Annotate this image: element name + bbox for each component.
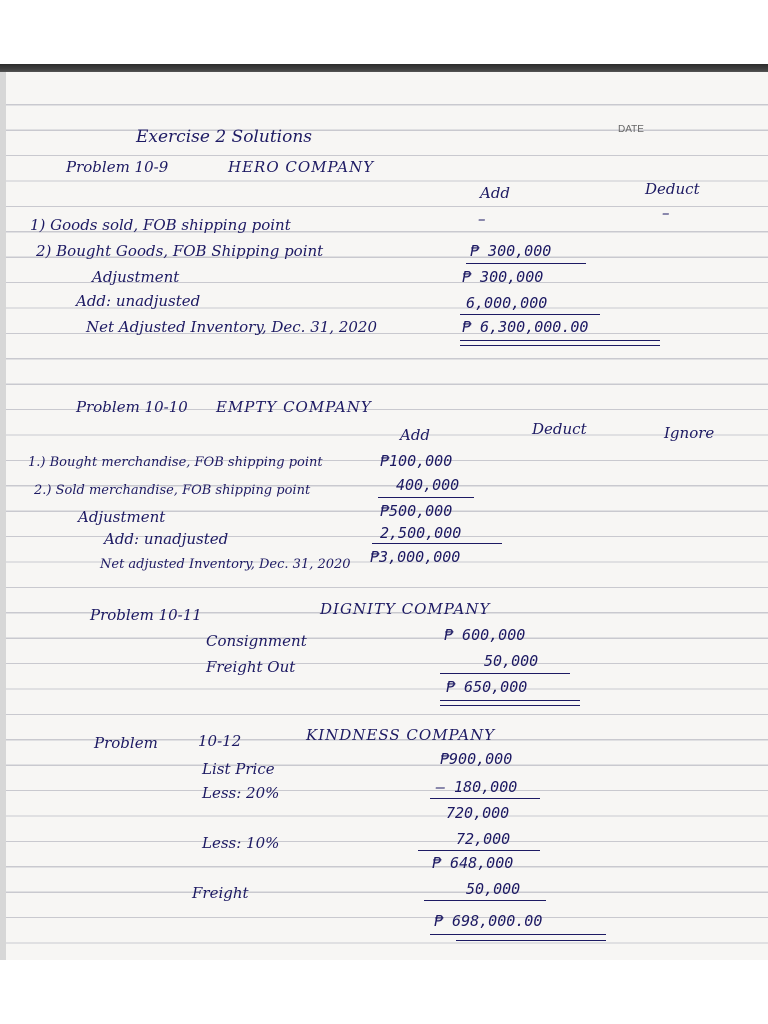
p10-underline-1 [378,497,474,498]
p9-row-2-label: 2) Bought Goods, FOB Shipping point [36,242,324,260]
p9-row-5-value: ₱ 6,300,000.00 [462,318,589,336]
p12-row-4-label: Less: 10% [202,834,280,852]
bottom-margin [0,960,768,1024]
p10-row-5-label: Net adjusted Inventory, Dec. 31, 2020 [100,557,351,572]
p11-double-line-a [440,700,580,701]
p10-col-deduct: Deduct [532,420,587,438]
p12-row-6-value: 50,000 [466,880,521,898]
date-label: DATE [618,124,644,135]
p9-col-add: Add [480,184,511,202]
problem-10-12-company: KINDNESS COMPANY [306,726,496,744]
p12-double-line-b [456,940,606,941]
p11-row-1-label: Consignment [206,632,307,650]
p11-total-value: ₱ 650,000 [446,678,528,696]
p11-row-2-label: Freight Out [206,658,296,676]
p9-row-3-value: ₱ 300,000 [462,268,544,286]
p12-total-value: ₱ 698,000.00 [434,912,543,930]
p9-row-5-label: Net Adjusted Inventory, Dec. 31, 2020 [86,318,377,336]
problem-10-9-heading: Problem 10-9 [66,158,169,176]
p12-subtotal-1: 720,000 [446,804,510,822]
p10-row-5-value: ₱3,000,000 [370,548,461,566]
p10-underline-2 [372,543,502,544]
problem-10-9-company: HERO COMPANY [228,158,375,176]
p12-row-2-value: – 180,000 [436,778,518,796]
p9-row-1-deduct: – [662,204,670,222]
p10-row-3-label: Adjustment [78,508,166,526]
p12-row-4-value: 72,000 [456,830,511,848]
p10-row-1-label: 1.) Bought merchandise, FOB shipping point [28,455,323,470]
p9-row-3-label: Adjustment [92,268,180,286]
p12-underline-3 [424,900,546,901]
p11-double-line-b [440,705,580,706]
problem-10-10-heading: Problem 10-10 [76,398,188,416]
p11-underline [440,673,570,674]
p9-double-line-b [460,345,660,346]
p10-row-4-label: Add: unadjusted [104,530,229,548]
p11-row-1-value: ₱ 600,000 [444,626,526,644]
problem-10-12-number: 10-12 [198,732,242,750]
p10-col-ignore: Ignore [664,424,715,442]
p10-row-1-value: ₱100,000 [380,452,453,470]
p12-row-1-value: ₱900,000 [440,750,513,768]
problem-10-12-heading: Problem [94,734,158,752]
p9-col-deduct: Deduct [645,180,700,198]
top-margin [0,0,768,72]
p9-underline-2 [460,314,600,315]
p10-col-add: Add [400,426,431,444]
p11-row-2-value: 50,000 [484,652,539,670]
p9-row-1-label: 1) Goods sold, FOB shipping point [30,216,291,234]
p12-double-line-a [430,934,606,935]
p10-row-2-label: 2.) Sold merchandise, FOB shipping point [34,483,311,498]
p9-double-line-a [460,340,660,341]
p12-row-1-label: List Price [202,760,275,778]
p12-underline-2 [418,850,540,851]
p9-row-4-label: Add: unadjusted [76,292,201,310]
p9-row-1-value: – [478,210,486,228]
p12-underline-1 [430,798,540,799]
p9-row-2-value: ₱ 300,000 [470,242,552,260]
p10-row-2-value: 400,000 [396,476,460,494]
problem-10-10-company: EMPTY COMPANY [216,398,372,416]
p9-row-4-value: 6,000,000 [466,294,548,312]
problem-10-11-company: DIGNITY COMPANY [320,600,491,618]
p12-row-6-label: Freight [192,884,249,902]
p12-subtotal-2: ₱ 648,000 [432,854,514,872]
p10-row-3-value: ₱500,000 [380,502,453,520]
p10-row-4-value: 2,500,000 [380,524,462,542]
p12-row-2-label: Less: 20% [202,784,280,802]
p9-underline-1 [466,263,586,264]
page-title: Exercise 2 Solutions [136,127,312,147]
problem-10-11-heading: Problem 10-11 [90,606,202,624]
